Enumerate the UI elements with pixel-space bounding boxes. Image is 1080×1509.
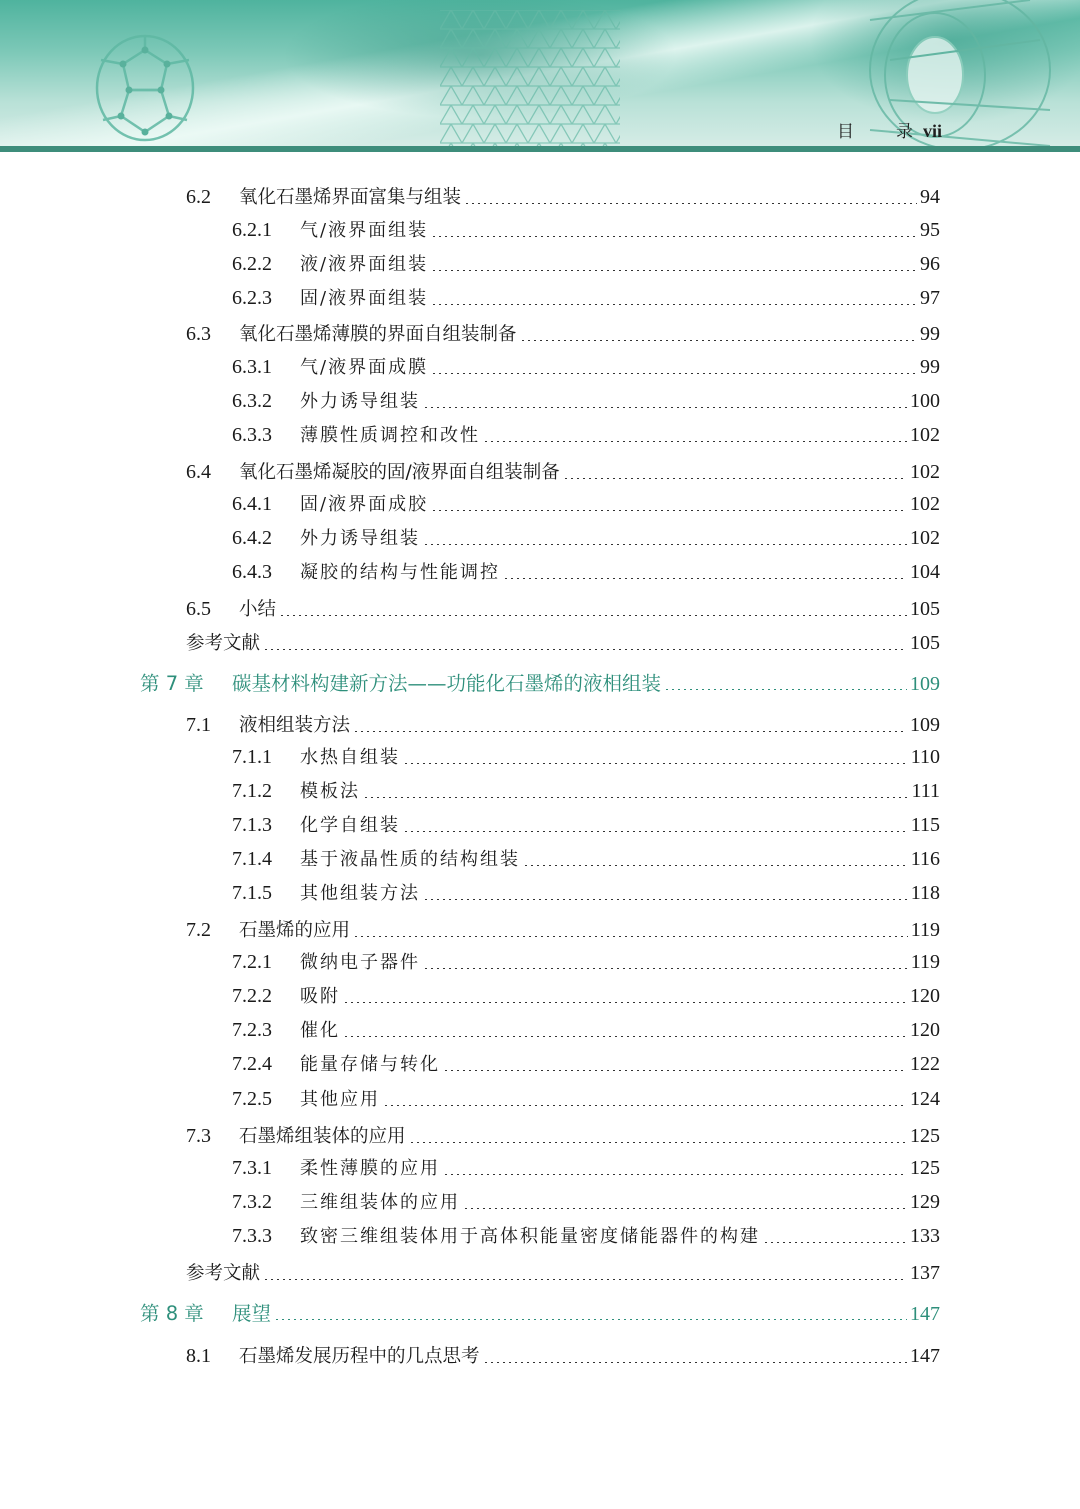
toc-entry-number: 7.3.2 (232, 1191, 272, 1213)
toc-entry-number: 6.2 (186, 186, 211, 208)
toc-entry-title: 参考文献 (186, 1263, 261, 1284)
toc-entry-title: 氧化石墨烯界面富集与组装 (239, 187, 462, 208)
dot-leader (431, 270, 917, 271)
dot-leader (409, 1142, 907, 1143)
toc-entry[interactable] (186, 713, 940, 738)
page-header-banner (0, 0, 1080, 146)
toc-entry[interactable] (232, 389, 940, 414)
toc-entry-number: 7.1.1 (232, 746, 272, 768)
toc-entry-page: 110 (910, 746, 940, 768)
toc-entry-title: 其他组装方法 (300, 883, 420, 904)
dot-leader (763, 1242, 907, 1243)
toc-entry[interactable] (232, 355, 940, 380)
toc-entry-page: 104 (910, 561, 940, 583)
toc-entry-title: 催化 (300, 1020, 340, 1041)
header-label-lu: 录 (895, 122, 913, 142)
toc-entry-number: 6.2.2 (232, 253, 272, 275)
toc-entry[interactable] (186, 1124, 940, 1149)
toc-entry[interactable] (232, 984, 940, 1009)
dot-leader (664, 689, 907, 690)
toc-entry-title: 其他应用 (300, 1089, 380, 1110)
toc-entry-page: 99 (920, 356, 940, 378)
toc-entry-page: 96 (920, 253, 940, 275)
dot-leader (443, 1070, 907, 1071)
dot-leader (279, 615, 907, 616)
chapter-page: 147 (910, 1303, 940, 1325)
toc-entry[interactable] (232, 881, 940, 906)
toc-entry-title: 能量存储与转化 (300, 1054, 440, 1075)
toc-entry[interactable] (232, 950, 940, 975)
graphene-sheet-illustration (440, 10, 620, 146)
chapter-title: 碳基材料构建新方法——功能化石墨烯的液相组装 (232, 672, 662, 695)
dot-leader (423, 407, 907, 408)
toc-entry[interactable] (186, 185, 940, 210)
toc-entry-page: 124 (910, 1088, 940, 1110)
toc-entry-number: 7.2.3 (232, 1019, 272, 1041)
toc-chapter-7[interactable] (140, 672, 940, 696)
toc-entry[interactable] (232, 286, 940, 311)
dot-leader (383, 1105, 907, 1106)
dot-leader (563, 478, 907, 479)
toc-entry[interactable] (232, 779, 940, 804)
dot-leader (423, 544, 907, 545)
toc-entry-page: 133 (910, 1225, 940, 1247)
toc-entry[interactable] (232, 847, 940, 872)
toc-entry[interactable] (186, 460, 940, 485)
dot-leader (463, 1208, 907, 1209)
toc-entry-number: 7.2.4 (232, 1053, 272, 1075)
toc-entry-number: 6.4.1 (232, 493, 272, 515)
dot-leader (343, 1002, 907, 1003)
toc-entry-title: 外力诱导组装 (300, 528, 420, 549)
dot-leader (423, 968, 908, 969)
toc-entry[interactable] (186, 1344, 940, 1369)
toc-entry-page: 97 (920, 287, 940, 309)
dot-leader (403, 831, 908, 832)
dot-leader (483, 441, 907, 442)
dot-leader (431, 304, 917, 305)
toc-entry[interactable] (232, 423, 940, 448)
toc-entry-page: 102 (910, 461, 940, 483)
header-page-number: vii (922, 121, 942, 141)
toc-entry-number: 7.1.3 (232, 814, 272, 836)
toc-entry-page: 120 (910, 985, 940, 1007)
toc-entry-page: 115 (910, 814, 940, 836)
toc-entry-number: 6.3.2 (232, 390, 272, 412)
toc-entry-page: 116 (910, 848, 940, 870)
fullerene-molecule-illustration (75, 20, 215, 146)
toc-entry-number: 7.2.2 (232, 985, 272, 1007)
toc-entry-page: 109 (910, 714, 940, 736)
toc-entry-title: 外力诱导组装 (300, 391, 420, 412)
running-header (837, 117, 942, 142)
toc-entry-title: 化学自组装 (300, 815, 400, 836)
toc-entry-number: 6.3.1 (232, 356, 272, 378)
toc-entry-page: 95 (920, 219, 940, 241)
toc-entry-page: 137 (910, 1262, 940, 1284)
toc-entry-number: 7.2.5 (232, 1088, 272, 1110)
header-divider (0, 146, 1080, 152)
toc-entry-number: 7.3.1 (232, 1157, 272, 1179)
chapter-number: 第 8 章 (140, 1302, 204, 1325)
toc-entry[interactable] (232, 1224, 940, 1249)
toc-entry-page: 94 (920, 186, 940, 208)
dot-leader (520, 340, 917, 341)
toc-entry-number: 7.3 (186, 1125, 211, 1147)
toc-entry-title: 薄膜性质调控和改性 (300, 425, 480, 446)
toc-entry-title: 三维组装体的应用 (300, 1192, 460, 1213)
toc-entry-page: 147 (910, 1345, 940, 1367)
dot-leader (423, 899, 908, 900)
dot-leader (263, 1279, 907, 1280)
toc-entry-title: 石墨烯的应用 (239, 920, 351, 941)
dot-leader (431, 373, 917, 374)
toc-entry[interactable] (232, 1018, 940, 1043)
toc-entry[interactable] (186, 322, 940, 347)
chapter-page: 109 (910, 673, 940, 695)
toc-entry-title: 液/液界面组装 (300, 254, 429, 275)
toc-entry-number: 6.3 (186, 323, 211, 345)
toc-entry-title: 水热自组装 (300, 747, 400, 768)
toc-entry-page: 120 (910, 1019, 940, 1041)
dot-leader (353, 936, 908, 937)
toc-entry-number: 6.4.2 (232, 527, 272, 549)
toc-entry[interactable] (232, 492, 940, 517)
toc-entry-title: 固/液界面成胶 (300, 494, 429, 515)
dot-leader (263, 649, 907, 650)
dot-leader (403, 763, 908, 764)
toc-entry-page: 125 (910, 1125, 940, 1147)
toc-entry-page: 111 (911, 780, 940, 802)
dot-leader (274, 1319, 907, 1320)
dot-leader (464, 203, 917, 204)
toc-entry-page: 105 (910, 632, 940, 654)
header-label-mu: 目 (836, 122, 854, 142)
toc-entry-number: 7.1 (186, 714, 211, 736)
toc-entry-title: 小结 (239, 599, 277, 620)
toc-entry-number: 6.4 (186, 461, 211, 483)
toc-entry[interactable] (186, 597, 940, 622)
toc-entry-title: 氧化石墨烯凝胶的固/液界面自组装制备 (239, 462, 560, 483)
chapter-number: 第 7 章 (140, 672, 204, 695)
toc-entry[interactable] (232, 1052, 940, 1077)
toc-entry-page: 99 (920, 323, 940, 345)
toc-entry[interactable] (232, 526, 940, 551)
toc-entry-page: 105 (910, 598, 940, 620)
toc-entry-page: 102 (910, 424, 940, 446)
toc-entry-title: 致密三维组装体用于高体积能量密度储能器件的构建 (300, 1226, 760, 1247)
toc-entry[interactable] (232, 218, 940, 243)
toc-entry[interactable] (232, 1190, 940, 1215)
toc-entry[interactable] (232, 1087, 940, 1112)
toc-entry-title: 基于液晶性质的结构组装 (300, 849, 520, 870)
toc-entry-title: 参考文献 (186, 633, 261, 654)
toc-entry[interactable] (232, 252, 940, 277)
dot-leader (443, 1174, 907, 1175)
toc-entry-page: 129 (910, 1191, 940, 1213)
toc-entry-page: 102 (910, 527, 940, 549)
dot-leader (523, 865, 908, 866)
toc-entry-number: 6.2.1 (232, 219, 272, 241)
dot-leader (363, 797, 908, 798)
toc-entry-number: 7.2.1 (232, 951, 272, 973)
toc-entry-number: 6.3.3 (232, 424, 272, 446)
dot-leader (483, 1362, 907, 1363)
dot-leader (353, 731, 907, 732)
toc-entry-number: 6.4.3 (232, 561, 272, 583)
toc-entry-title: 液相组装方法 (239, 715, 351, 736)
toc-entry-number: 6.2.3 (232, 287, 272, 309)
toc-entry-page: 100 (910, 390, 940, 412)
toc-entry-page: 119 (910, 951, 940, 973)
toc-entry-number: 6.5 (186, 598, 211, 620)
toc-entry-page: 125 (910, 1157, 940, 1179)
toc-entry-title: 柔性薄膜的应用 (300, 1158, 440, 1179)
toc-entry-number: 7.1.2 (232, 780, 272, 802)
toc-entry-references[interactable] (186, 1261, 940, 1286)
toc-entry-number: 7.3.3 (232, 1225, 272, 1247)
toc-entry[interactable] (186, 918, 940, 943)
toc-entry-page: 122 (910, 1053, 940, 1075)
toc-entry[interactable] (232, 813, 940, 838)
toc-entry-number: 8.1 (186, 1345, 211, 1367)
toc-entry-title: 石墨烯组装体的应用 (239, 1126, 406, 1147)
toc-chapter-8[interactable] (140, 1302, 940, 1326)
toc-entry[interactable] (232, 560, 940, 585)
toc-entry-title: 固/液界面组装 (300, 288, 429, 309)
toc-entry-title: 模板法 (300, 781, 360, 802)
toc-entry-title: 气/液界面成膜 (300, 357, 429, 378)
toc-entry-title: 氧化石墨烯薄膜的界面自组装制备 (239, 324, 517, 345)
toc-entry[interactable] (232, 745, 940, 770)
toc-entry-number: 7.2 (186, 919, 211, 941)
chapter-title: 展望 (232, 1302, 272, 1325)
toc-entry-number: 7.1.5 (232, 882, 272, 904)
toc-entry[interactable] (232, 1156, 940, 1181)
toc-entry-page: 118 (910, 882, 940, 904)
toc-entry-page: 102 (910, 493, 940, 515)
toc-entry-number: 7.1.4 (232, 848, 272, 870)
toc-entry-title: 石墨烯发展历程中的几点思考 (239, 1346, 480, 1367)
dot-leader (343, 1036, 907, 1037)
toc-entry-title: 气/液界面组装 (300, 220, 429, 241)
toc-entry-page: 119 (910, 919, 940, 941)
toc-entry-title: 吸附 (300, 986, 340, 1007)
toc-entry-title: 微纳电子器件 (300, 952, 420, 973)
dot-leader (431, 510, 907, 511)
toc-entry-title: 凝胶的结构与性能调控 (300, 562, 500, 583)
toc-entry-references[interactable] (186, 631, 940, 656)
dot-leader (431, 236, 917, 237)
dot-leader (503, 578, 907, 579)
